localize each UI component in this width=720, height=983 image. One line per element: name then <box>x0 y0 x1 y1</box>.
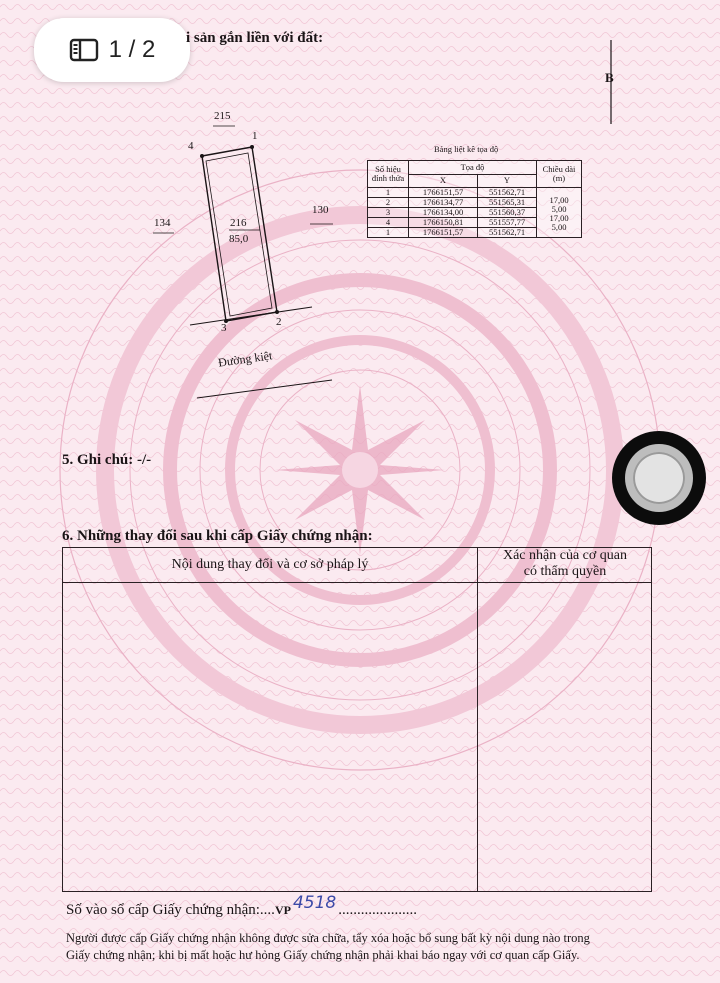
row-y: 551565,31 <box>478 198 537 208</box>
col-y-header: Y <box>478 174 537 188</box>
col-confirm-line1: Xác nhận của cơ quan <box>502 548 627 563</box>
col-confirm-header <box>477 548 653 580</box>
row-id: 1 <box>368 228 409 238</box>
parcel-215-label: 215 <box>214 110 231 122</box>
row-y: 551557,77 <box>478 218 537 228</box>
sidebar-panel-icon <box>69 38 99 62</box>
registry-label: Số vào sổ cấp Giấy chứng nhận:.... <box>66 902 275 918</box>
warning-line-1: Người được cấp Giấy chứng nhận không được sửa chữa, tẩy xóa hoặc bổ sung bất kỳ nội dung nào trong <box>66 931 590 945</box>
col-coords-header: Tọa độ <box>409 161 537 175</box>
north-label: B <box>605 70 614 85</box>
col-x-header: X <box>409 174 478 188</box>
page-indicator[interactable] <box>34 18 190 82</box>
header-title: i sản gắn liền với đất: <box>186 30 324 46</box>
camera-shutter-icon <box>633 452 685 504</box>
row-id: 3 <box>368 208 409 218</box>
length-value: 5,00 <box>551 203 567 214</box>
registry-dots: ..................... <box>338 902 417 918</box>
coord-table-title: Bảng liệt kê tọa độ <box>434 144 499 154</box>
length-value: 17,00 <box>549 212 569 223</box>
row-id: 2 <box>368 198 409 208</box>
registry-line <box>66 893 417 919</box>
changes-title: 6. Những thay đổi sau khi cấp Giấy chứng nhận: <box>62 528 373 544</box>
row-y: 551562,71 <box>478 228 537 238</box>
vertex-2-label: 2 <box>276 316 282 328</box>
changes-table <box>62 547 652 892</box>
parcel-number: 216 <box>230 217 247 229</box>
notes-title: 5. Ghi chú: -/- <box>62 452 152 468</box>
length-value: 17,00 <box>549 194 569 205</box>
vertex-1-label: 1 <box>252 130 258 142</box>
row-y: 551560,37 <box>478 208 537 218</box>
page-indicator-text: 1 / 2 <box>108 36 156 63</box>
row-x: 1766151,57 <box>409 228 478 238</box>
col-vertex-header: Số hiệu đỉnh thửa <box>368 161 409 188</box>
warning-line-2: Giấy chứng nhận; khi bị mất hoặc hư hỏng Giấy chứng nhận phải khai báo ngay với cơ quan cấp Giấy. <box>66 948 580 962</box>
warning-text <box>66 930 590 964</box>
parcel-134-label: 134 <box>154 217 171 229</box>
row-id: 4 <box>368 218 409 228</box>
registry-prefix: VP <box>274 903 291 917</box>
lengths-cell <box>537 188 582 238</box>
coord-table <box>367 160 582 238</box>
row-y: 551562,71 <box>478 188 537 198</box>
row-x: 1766134,00 <box>409 208 478 218</box>
length-value: 5,00 <box>551 221 567 232</box>
col-content-header: Nội dung thay đổi và cơ sở pháp lý <box>171 557 369 572</box>
registry-number: 4518 <box>292 893 337 913</box>
floating-camera-button[interactable] <box>612 431 706 525</box>
parcel-130-label: 130 <box>312 204 329 216</box>
row-x: 1766151,57 <box>409 188 478 198</box>
north-arrow-icon <box>604 40 618 130</box>
row-x: 1766150,81 <box>409 218 478 228</box>
col-length-header: Chiều dài (m) <box>537 161 582 188</box>
road-label: Đường kiệt <box>217 348 274 370</box>
row-id: 1 <box>368 188 409 198</box>
vertex-3-label: 3 <box>221 322 227 334</box>
row-x: 1766134,77 <box>409 198 478 208</box>
col-confirm-line2: có thẩm quyền <box>523 564 607 579</box>
parcel-map <box>150 120 350 410</box>
parcel-area: 85,0 <box>229 233 249 245</box>
vertex-4-label: 4 <box>188 140 194 152</box>
